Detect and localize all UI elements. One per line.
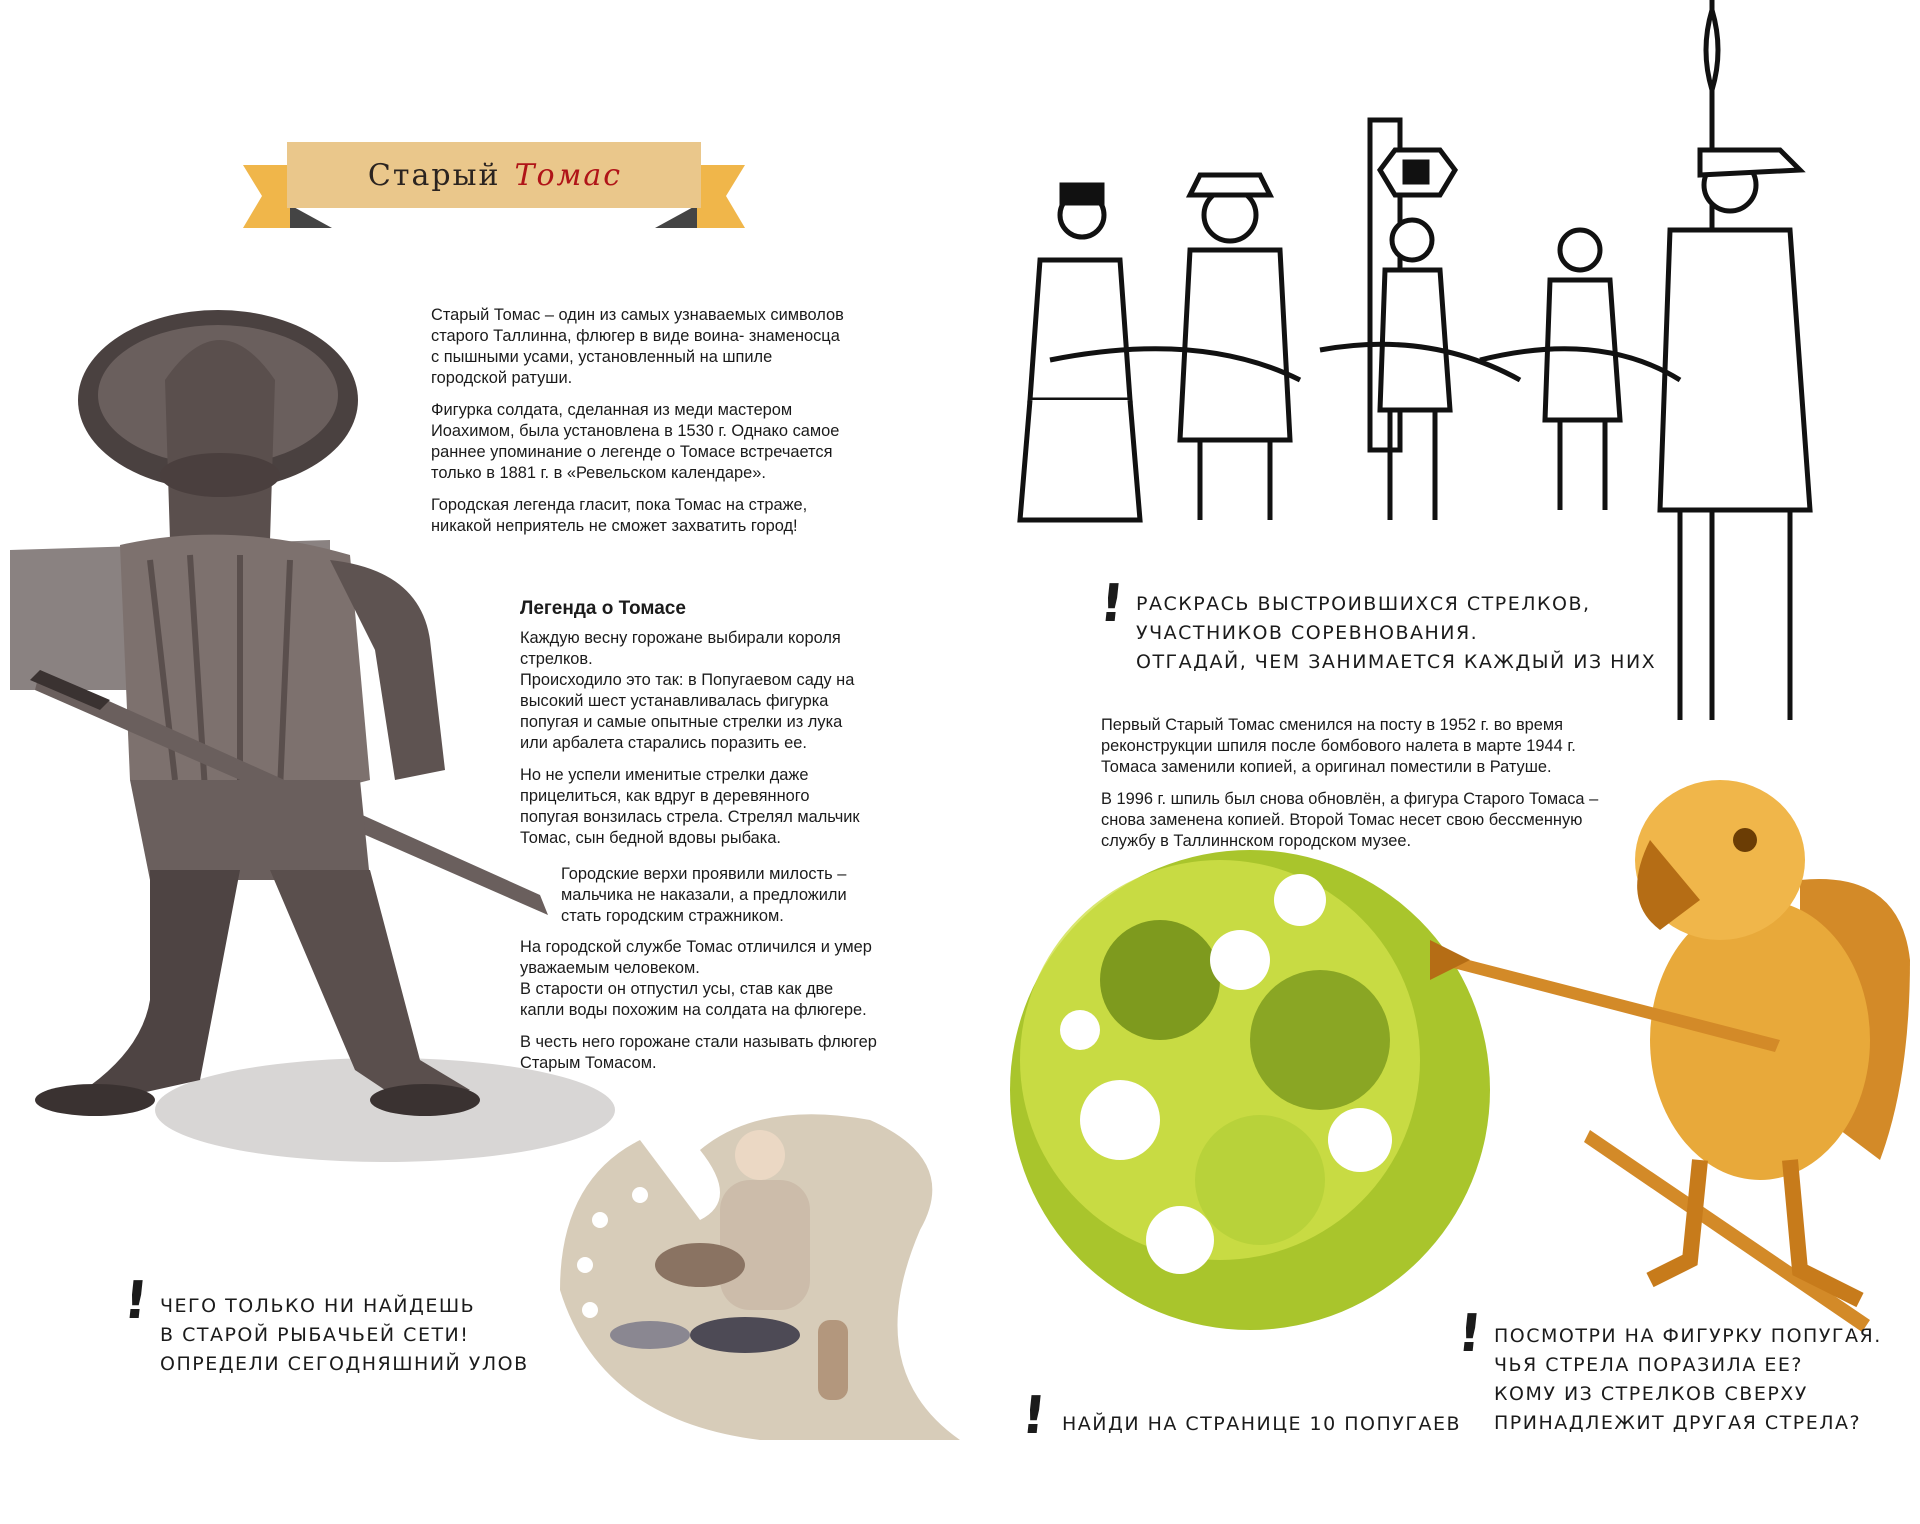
legend-paragraph-2: Но не успели именитые стрелки даже прицелиться, как вдруг в деревянного попугая вонзилась стрела. Стрелял мальчик Томас, сын бедной вдовы рыбака. xyxy=(520,766,860,847)
task-mark-archers: ! xyxy=(1096,574,1127,634)
task-net xyxy=(160,1292,529,1379)
legend-paragraph-1b: Происходило это так: в Попугаевом саду на высокий шест устанавливалась фигурка попугая и самые опытные стрелки из лука или арбалета старались поразить ее. xyxy=(520,671,855,752)
title-part-2: Томас xyxy=(514,157,623,193)
legend-paragraph-1a: Каждую весну горожане выбирали короля стрелков. xyxy=(520,629,841,668)
task-archers-line-2: УЧАСТНИКОВ СОРЕВНОВАНИЯ. xyxy=(1136,622,1479,644)
legend-text-end xyxy=(520,937,880,1085)
task-net-line-3: ОПРЕДЕЛИ СЕГОДНЯШНИЙ УЛОВ xyxy=(160,1353,529,1375)
intro-text xyxy=(431,305,851,548)
task-archers-line-1: РАСКРАСЬ ВЫСТРОИВШИХСЯ СТРЕЛКОВ, xyxy=(1136,593,1591,615)
task-net-line-1: ЧЕГО ТОЛЬКО НИ НАЙДЕШЬ xyxy=(160,1295,476,1317)
history-paragraph-2: В 1996 г. шпиль был снова обновлён, а фигура Старого Томаса – снова заменена копией. Второй Томас несет свою бессменную службу в Таллиннском городском музее. xyxy=(1101,790,1599,850)
task-archers xyxy=(1136,590,1656,677)
task-net-line-2: В СТАРОЙ РЫБАЧЬЕЙ СЕТИ! xyxy=(160,1324,470,1346)
fishing-net-illustration xyxy=(560,1114,960,1440)
legend-text xyxy=(520,628,865,860)
legend-paragraph-4b: В старости он отпустил усы, став как две капли воды похожим на солдата на флюгере. xyxy=(520,980,867,1019)
legend-heading: Легенда о Томасе xyxy=(520,598,686,619)
task-mark-parrot-figure: ! xyxy=(1454,1304,1485,1364)
history-paragraph-1: Первый Старый Томас сменился на посту в 1952 г. во время реконструкции шпиля после бомбового налета в марте 1944 г. Томаса заменили копией, а оригинал поместили в Ратуше. xyxy=(1101,716,1576,776)
task-parrots-line-1: НАЙДИ НА СТРАНИЦЕ 10 ПОПУГАЕВ xyxy=(1062,1413,1461,1435)
task-archers-line-3: ОТГАДАЙ, ЧЕМ ЗАНИМАЕТСЯ КАЖДЫЙ ИЗ НИХ xyxy=(1136,651,1657,673)
legend-text-indented xyxy=(561,864,861,938)
intro-paragraph-2: Фигурка солдата, сделанная из меди мастером Иоахимом, была установлена в 1530 г. Однако самое раннее упоминание о легенде о Томасе встречается только в 1881 г. в «Ревельском календаре». xyxy=(431,401,840,482)
task-parrot-figure xyxy=(1494,1322,1882,1438)
task-mark-net: ! xyxy=(120,1271,151,1331)
legend-paragraph-4a: На городской службе Томас отличился и умер уважаемым человеком. xyxy=(520,938,872,977)
task-parrots xyxy=(1062,1410,1461,1439)
task-mark-parrots: ! xyxy=(1018,1386,1049,1446)
legend-paragraph-3: Городские верхи проявили милость – мальчика не наказали, а предложили стать городским стражником. xyxy=(561,865,847,925)
intro-paragraph-3: Городская легенда гласит, пока Томас на страже, никакой неприятель не сможет захватить город! xyxy=(431,496,808,535)
task-parrot-figure-line-3: КОМУ ИЗ СТРЕЛКОВ СВЕРХУ xyxy=(1494,1383,1808,1405)
intro-paragraph-1: Старый Томас – один из самых узнаваемых символов старого Таллинна, флюгер в виде воина- знаменосца с пышными усами, установленный на шпиле городской ратуши. xyxy=(431,306,844,387)
legend-paragraph-5: В честь него горожане стали называть флюгер Старым Томасом. xyxy=(520,1033,877,1072)
task-parrot-figure-line-2: ЧЬЯ СТРЕЛА ПОРАЗИЛА ЕЕ? xyxy=(1494,1354,1803,1376)
task-parrot-figure-line-4: ПРИНАДЛЕЖИТ ДРУГАЯ СТРЕЛА? xyxy=(1494,1412,1862,1434)
history-text xyxy=(1101,715,1601,863)
task-parrot-figure-line-1: ПОСМОТРИ НА ФИГУРКУ ПОПУГАЯ. xyxy=(1494,1325,1882,1347)
title-part-1: Старый xyxy=(367,157,501,193)
page-title xyxy=(288,142,702,208)
green-foliage-ball xyxy=(1010,850,1490,1330)
